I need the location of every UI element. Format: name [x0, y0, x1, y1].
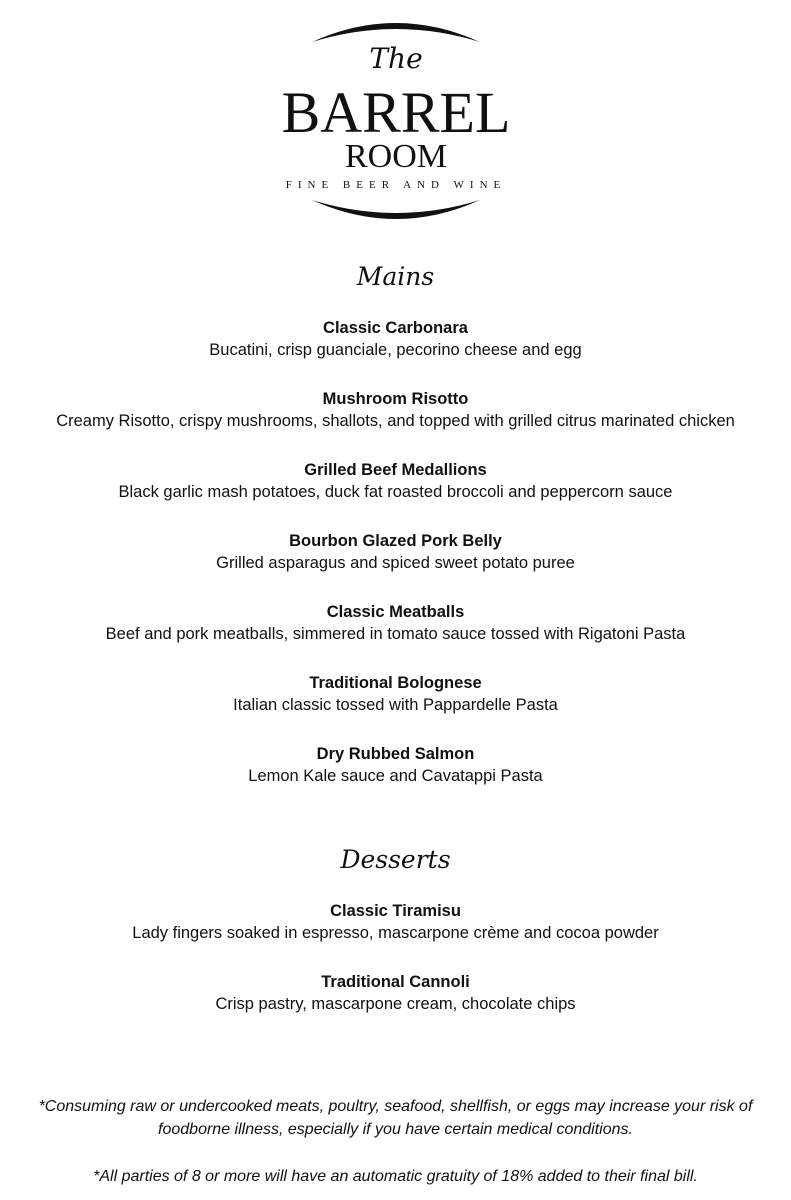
item-description: Grilled asparagus and spiced sweet potato puree — [216, 554, 575, 572]
desserts-heading: Desserts — [340, 845, 451, 874]
menu-item-bourbon-glazed-pork-belly — [0, 531, 791, 602]
desserts-list — [0, 901, 791, 1043]
item-description: Black garlic mash potatoes, duck fat roasted broccoli and peppercorn sauce — [118, 483, 673, 501]
mains-heading: Mains — [356, 262, 435, 291]
logo-graphic — [240, 10, 552, 230]
item-name: Traditional Bolognese — [309, 674, 482, 692]
item-name: Traditional Cannoli — [321, 973, 470, 991]
gratuity-notice: *All parties of 8 or more will have an automatic gratuity of 18% added to their final bill. — [93, 1168, 698, 1185]
item-description: Beef and pork meatballs, simmered in tomato sauce tossed with Rigatoni Pasta — [105, 625, 686, 643]
item-name: Dry Rubbed Salmon — [316, 745, 475, 763]
menu-item-dry-rubbed-salmon — [0, 744, 791, 815]
item-name: Classic Meatballs — [326, 603, 465, 621]
item-name: Grilled Beef Medallions — [304, 461, 487, 479]
item-name: Classic Carbonara — [323, 319, 468, 337]
logo-the-text: The — [369, 42, 423, 75]
item-description: Bucatini, crisp guanciale, pecorino cheese and egg — [209, 341, 582, 359]
item-name: Bourbon Glazed Pork Belly — [289, 532, 502, 550]
menu-item-grilled-beef-medallions — [0, 460, 791, 531]
mains-list — [0, 318, 791, 815]
item-description: Lemon Kale sauce and Cavatappi Pasta — [248, 767, 543, 785]
logo-tagline-text: FINE BEER AND WINE — [285, 179, 507, 191]
logo-bottom-arc — [312, 200, 480, 219]
menu-item-classic-carbonara — [0, 318, 791, 389]
menu-item-traditional-bolognese — [0, 673, 791, 744]
restaurant-logo — [240, 10, 552, 230]
raw-food-disclaimer: *Consuming raw or undercooked meats, poultry, seafood, shellfish, or eggs may increase your risk of foodborne illness, especially if you have certain medical conditions. — [38, 1098, 753, 1138]
logo-barrel-text: BARREL — [281, 80, 511, 145]
menu-item-mushroom-risotto — [0, 389, 791, 460]
item-description: Lady fingers soaked in espresso, mascarpone crème and cocoa powder — [132, 924, 659, 942]
menu-item-traditional-cannoli — [0, 972, 791, 1043]
logo-room-text: ROOM — [344, 138, 448, 175]
menu-item-classic-meatballs — [0, 602, 791, 673]
item-description: Italian classic tossed with Pappardelle Pasta — [233, 696, 558, 714]
item-description: Creamy Risotto, crispy mushrooms, shallots, and topped with grilled citrus marinated chicken — [56, 412, 735, 430]
item-name: Mushroom Risotto — [322, 390, 469, 408]
item-description: Crisp pastry, mascarpone cream, chocolate chips — [215, 995, 576, 1013]
logo-top-arc — [312, 23, 480, 42]
menu-item-classic-tiramisu — [0, 901, 791, 972]
item-name: Classic Tiramisu — [330, 902, 461, 920]
